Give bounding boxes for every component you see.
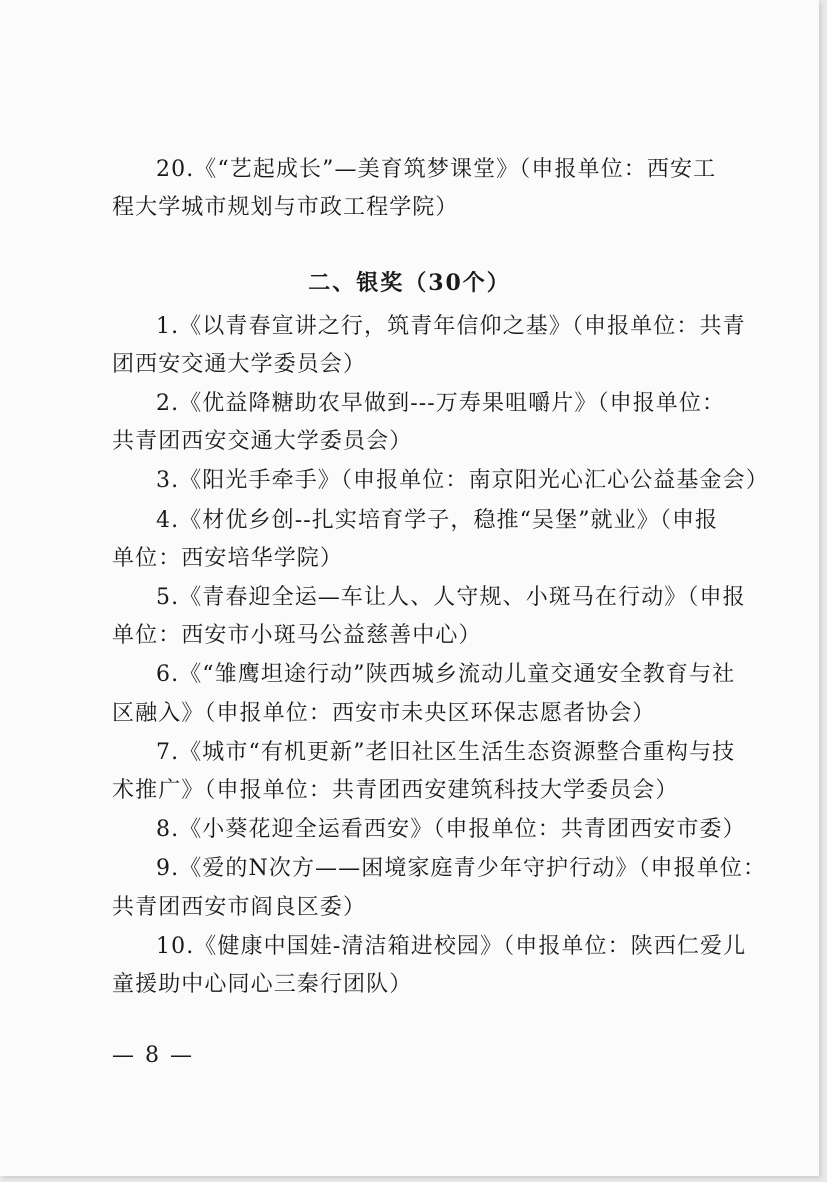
list-item-9-line-1: 9.《爱的N次方——困境家庭青少年守护行动》（申报单位： <box>156 856 767 881</box>
list-item-6-line-2: 区融入》（申报单位：西安市未央区环保志愿者协会） <box>112 701 656 726</box>
list-item-8-line-1: 8.《小葵花迎全运看西安》（申报单位：共青团西安市委） <box>156 817 746 842</box>
list-item-5-line-1: 5.《青春迎全运—车让人、人守规、小斑马在行动》（申报 <box>156 585 746 610</box>
list-item-10-line-1: 10.《健康中国娃-清洁箱进校园》（申报单位：陕西仁爱儿 <box>156 934 747 959</box>
section-heading: 二、银奖（30个） <box>308 270 511 296</box>
list-item-7-line-1: 7.《城市“有机更新”老旧社区生活生态资源整合重构与技 <box>156 740 736 765</box>
list-item-1-line-2: 团西安交通大学委员会） <box>112 352 367 377</box>
list-item-9-line-2: 共青团西安市阎良区委） <box>112 895 367 920</box>
list-item-1-line-1: 1.《以青春宣讲之行，筑青年信仰之基》（申报单位：共青 <box>156 314 746 339</box>
list-item-3-line-1: 3.《阳光手牵手》（申报单位：南京阳光心汇心公益基金会） <box>156 468 769 493</box>
item-20-line-1: 20.《“艺起成长”—美育筑梦课堂》（申报单位：西安工 <box>156 157 717 182</box>
list-item-2-line-2: 共青团西安交通大学委员会） <box>112 429 413 454</box>
list-item-4-line-2: 单位：西安培华学院） <box>112 546 344 571</box>
list-item-2-line-1: 2.《优益降糖助农早做到---万寿果咀嚼片》（申报单位： <box>156 391 726 416</box>
list-item-4-line-1: 4.《材优乡创--扎实培育学子，稳推“吴堡”就业》（申报 <box>156 508 719 533</box>
page-number: — 8 — <box>112 1043 194 1068</box>
list-item-5-line-2: 单位：西安市小斑马公益慈善中心） <box>112 623 482 648</box>
item-20-line-2: 程大学城市规划与市政工程学院） <box>112 195 459 220</box>
list-item-7-line-2: 术推广》（申报单位：共青团西安建筑科技大学委员会） <box>112 778 679 803</box>
list-item-10-line-2: 童援助中心同心三秦行团队） <box>112 972 413 997</box>
list-item-6-line-1: 6.《“雏鹰坦途行动”陕西城乡流动儿童交通安全教育与社 <box>156 662 736 687</box>
